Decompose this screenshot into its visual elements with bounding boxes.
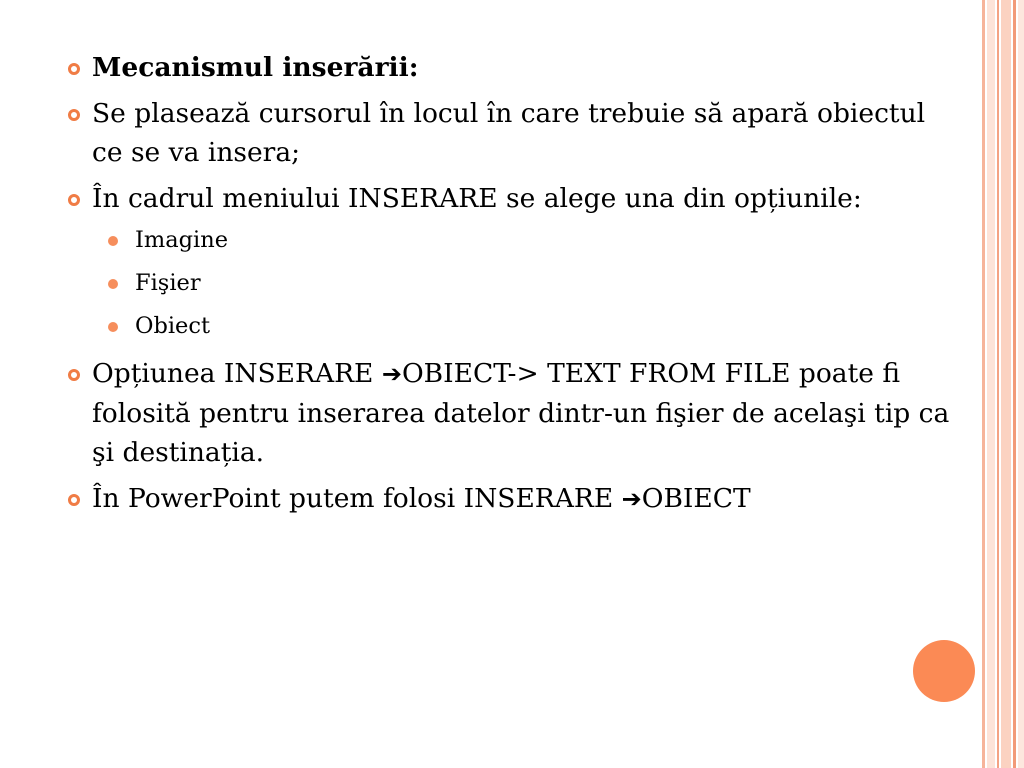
stripe [1001,0,1011,768]
dot-bullet-icon [108,279,118,289]
bullet-text: Se plasează cursorul în locul în care trebuie să apară obiectul ce se va insera; [92,98,926,168]
dot-bullet-icon [108,236,118,246]
stripe [987,0,995,768]
ring-bullet-icon [68,194,80,206]
bullet-text-after-arrow: OBIECT [641,483,751,514]
ring-bullet-icon [68,494,80,506]
bullet-mechanism-heading [64,48,964,87]
bullet-powerpoint [64,479,964,519]
sub-bullet-obiect [64,311,964,341]
right-arrow-icon: ➔ [621,485,642,513]
stripe [997,0,999,768]
decorative-stripes [982,0,1024,768]
stripe [1018,0,1024,768]
stripe [1013,0,1016,768]
sub-bullet-fisier [64,268,964,298]
dot-bullet-icon [108,322,118,332]
bullet-text-from-file [64,354,964,472]
sub-bullet-imagine [64,225,964,255]
ring-bullet-icon [68,63,80,75]
bullet-text-before-arrow: Opțiunea INSERARE [92,358,382,389]
sub-bullet-text: Fişier [135,270,201,296]
bullet-cursor-placement [64,94,964,172]
bullet-text [92,358,949,468]
decorative-circle [913,640,975,702]
bullet-text: Mecanismul inserării: [92,52,419,83]
bullet-text [92,483,751,514]
sub-bullet-text: Obiect [135,313,211,339]
stripe [982,0,985,768]
sub-bullet-text: Imagine [135,227,229,253]
bullet-insert-menu [64,179,964,218]
bullet-text-after-arrow: OBIECT-> TEXT FROM FILE poate fi folosită pentru inserarea datelor dintr-un fişier de acelaşi tip ca şi destinația. [92,358,950,468]
ring-bullet-icon [68,369,80,381]
bullet-text: În cadrul meniului INSERARE se alege una din opțiunile: [92,183,862,214]
ring-bullet-icon [68,109,80,121]
bullet-text-before-arrow: În PowerPoint putem folosi INSERARE [92,483,622,514]
right-arrow-icon: ➔ [381,360,402,388]
options-sublist [64,225,964,341]
slide-content [64,48,964,526]
